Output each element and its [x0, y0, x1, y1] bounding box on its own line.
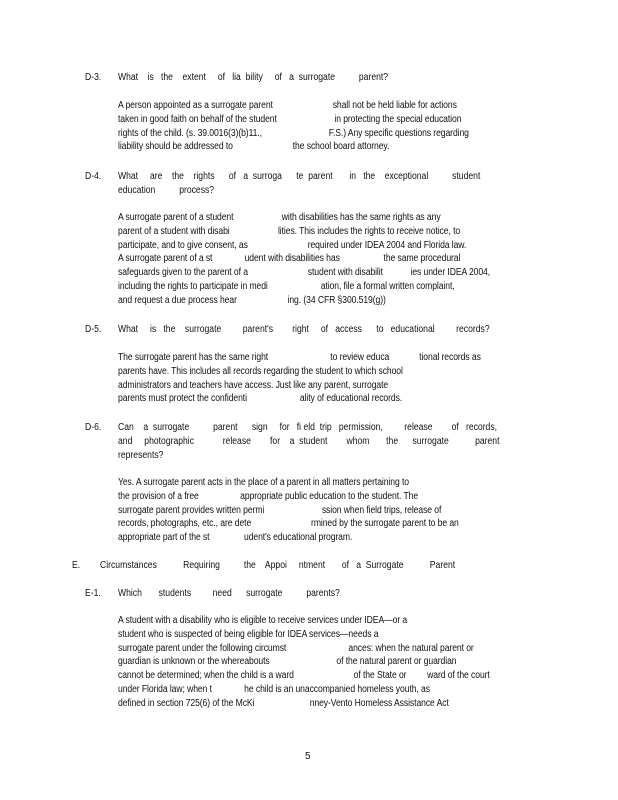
question-text: represents? — [118, 449, 164, 461]
answer-line: parents must protect the confidenti ality of educational records. — [118, 393, 403, 405]
answer-line: administrators and teachers have access. Just like any parent, surrogate — [118, 379, 389, 391]
answer-line: rights of the child. (s. 39.0016(3)(b)11., F.S.) Any specific questions regarding — [118, 127, 469, 139]
answer-line: appropriate part of the st udent's educational program. — [118, 532, 353, 544]
section-label: E. — [72, 560, 81, 571]
question-number: D-6. — [85, 422, 102, 433]
answer-line: defined in section 725(6) of the McKi nney-Vento Homeless Assistance Act — [118, 697, 449, 709]
answer-line: the provision of a free appropriate public education to the student. The — [118, 490, 419, 502]
question-text: What is the extent of lia bility of a surrogate parent? — [118, 72, 389, 83]
answer-line: Yes. A surrogate parent acts in the place of a parent in all matters pertaining to — [118, 477, 409, 488]
question-text: What is the surrogate parent's right of access to educational records? — [118, 324, 490, 335]
answer-line: A person appointed as a surrogate parent shall not be held liable for actions — [118, 100, 457, 111]
question-text: and photographic release for a student whom the surrogate parent — [118, 435, 500, 447]
answer-line: student who is suspected of being eligible for IDEA services—needs a — [118, 628, 379, 640]
question-number: D-5. — [85, 324, 102, 335]
answer-line: surrogate parent under the following circumst ances: when the natural parent or — [118, 642, 474, 654]
page-number: 5 — [305, 751, 311, 762]
answer-line: safeguards given to the parent of a student with disabilit ies under IDEA 2004, — [118, 267, 491, 279]
question-text: Which students need surrogate parents? — [118, 588, 340, 599]
question-number: D-3. — [85, 72, 102, 83]
question-text: Can a surrogate parent sign for fi eld trip permission, release of records, — [118, 422, 498, 433]
answer-line: A surrogate parent of a st udent with disabilities has the same procedural — [118, 253, 461, 265]
question-text: What are the rights of a surroga te parent in the exceptional student — [118, 171, 481, 182]
question-number: E-1. — [85, 588, 101, 599]
question-number: D-4. — [85, 171, 102, 182]
answer-line: surrogate parent provides written permi ssion when field trips, release of — [118, 504, 442, 516]
section-title: Circumstances Requiring the Appoi ntment of a Surrogate Parent — [100, 560, 456, 571]
answer-line: records, photographs, etc., are dete rmined by the surrogate parent to be an — [118, 518, 459, 530]
answer-line: A surrogate parent of a student with disabilities has the same rights as any — [118, 212, 441, 223]
answer-line: under Florida law; when t he child is an unaccompanied homeless youth, as — [118, 684, 430, 695]
answer-line: cannot be determined; when the child is a ward of the State or ward of the court — [118, 670, 490, 682]
answer-line: The surrogate parent has the same right to review educa tional records as — [118, 352, 481, 363]
answer-line: and request a due process hear ing. (34 CFR §300.519(g)) — [118, 294, 386, 306]
answer-line: including the rights to participate in medi ation, file a formal written complaint, — [118, 281, 455, 292]
answer-line: taken in good faith on behalf of the student in protecting the special education — [118, 113, 462, 125]
answer-line: liability should be addressed to the school board attorney. — [118, 141, 390, 153]
question-text: education process? — [118, 184, 215, 196]
answer-line: parent of a student with disabi lities. This includes the rights to receive notice, to — [118, 225, 461, 237]
answer-line: parents have. This includes all records regarding the student to which school — [118, 365, 403, 377]
answer-line: participate, and to give consent, as required under IDEA 2004 and Florida law. — [118, 239, 467, 251]
answer-line: guardian is unknown or the whereabouts of the natural parent or guardian — [118, 656, 457, 668]
answer-line: A student with a disability who is eligible to receive services under IDEA—or a — [118, 615, 408, 626]
